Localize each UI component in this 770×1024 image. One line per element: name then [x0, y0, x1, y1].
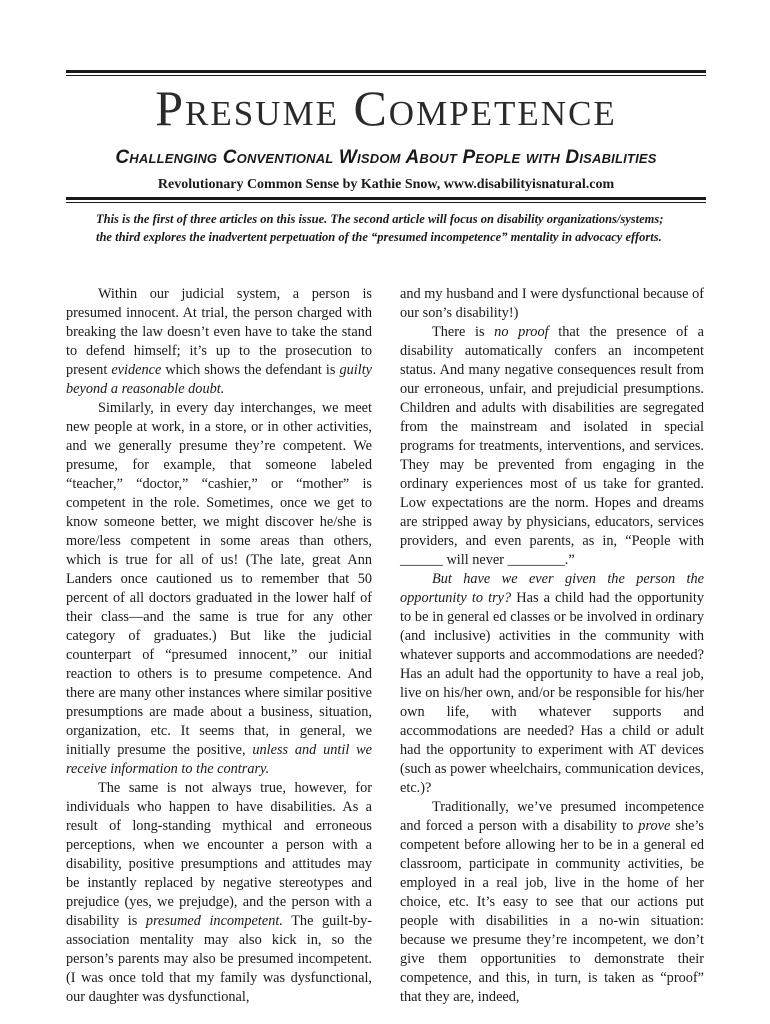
paragraph — [400, 323, 704, 570]
byline: Revolutionary Common Sense by Kathie Snow, www.disabilityisnatural.com — [157, 177, 615, 192]
article-title: Presume Competence — [155, 80, 617, 136]
paragraph — [66, 399, 372, 779]
emphasis: prove — [638, 818, 671, 834]
paragraph — [400, 570, 704, 798]
emphasis: evidence — [111, 362, 162, 378]
text-run: The guilt-by-association mentality may also kick in, so the person’s parents may also be presumed incompetent. (I was once told that my family was dysfunctional, our daughter was dysfunctional, — [66, 913, 372, 1005]
article-subtitle: Challenging Conventional Wisdom About People with Disabilities — [115, 147, 657, 168]
top-rule-thin — [66, 75, 706, 76]
text-run: There is — [432, 324, 495, 340]
text-run: which shows the defendant is — [161, 362, 340, 378]
left-column — [66, 285, 372, 1007]
emphasis: guilty beyond a reasonable doubt. — [66, 362, 373, 397]
text-run: Has a child had the opportunity to be in general ed classes or be involved in ordinary (and inclusive) activities in the community with whatever supports and accommodations are needed? Has an adult had the opportunity to have a real job, live on his/her own, and/or be responsible for his/her own life, with whatever supports and accommodations are needed? Has a child or adult had the opportunity to experiment with AT devices (such as power wheelchairs, communication devices, etc.)? — [400, 590, 705, 796]
paragraph — [66, 779, 372, 1007]
text-run: Similarly, in every day interchanges, we meet new people at work, in a store, or in other activities, and we generally presume they’re competent. We presume, for example, that someone labeled “teacher,” “doctor,” “cashier,” or “mother” is competent in the role. Sometimes, once we get to know someone better, we might discover he/she is more/less competent in some areas than others, which is true for all of us! (The late, great Ann Landers once cautioned us to remember that 50 percent of all doctors graduated in the lower half of their class—and the same is true for any other category of graduates.) But like the judicial counterpart of “presumed innocent,” our initial reaction to others is to presume competence. And there are many other instances where similar positive presumptions are made about a business, situation, organization, etc. It seems that, in general, we initially presume the positive, — [66, 400, 372, 758]
top-rule-thick — [66, 70, 706, 73]
paragraph — [400, 285, 704, 323]
text-run: and my husband and I were dysfunctional because of our son’s disability!) — [400, 286, 704, 321]
emphasis: unless and until we receive information to the contrary. — [66, 742, 372, 777]
intro-note: This is the first of three articles on this issue. The second article will focus on disability organizations/systems; the third explores the inadvertent perpetuation of the “presumed incompetence” mentality in advocacy efforts. — [96, 212, 664, 244]
text-run: Traditionally, we’ve presumed incompetence and forced a person with a disability to — [400, 799, 704, 834]
text-run: that the presence of a disability automatically confers an incompetent status. And many negative consequences result from our erroneous, unfair, and prejudicial presumptions. Children and adults with disabilities are segregated from the mainstream and isolated in special programs for treatments, interventions, and services. They may be prevented from engaging in the ordinary experiences most of us take for granted. Low expectations are the norm. Hopes and dreams are stripped away by physicians, educators, services providers, and even parents, as in, “People with ______ will never ________.” — [400, 324, 704, 568]
paragraph — [400, 798, 704, 1007]
text-run: she’s competent before allowing her to be in a general ed classroom, participate in community activities, be employed in a real job, live in the home of her choice, etc. It’s easy to see that our actions put people with disabilities in a no-win situation: because we presume they’re incompetent, we don’t give them opportunities to demonstrate their competence, and this, in turn, is taken as “proof” that they are, indeed, — [400, 818, 704, 1005]
byline-rule-thin — [66, 202, 706, 203]
right-column — [400, 285, 704, 1007]
emphasis: presumed incompetent. — [145, 913, 283, 929]
text-run: The same is not always true, however, for individuals who happen to have disabilities. As a result of long-standing mythical and erroneous perceptions, when we encounter a person with a disability, positive presumptions and attitudes may be instantly replaced by negative stereotypes and prejudice (yes, we prejudge), and the person with a disability is — [66, 780, 372, 929]
emphasis: no proof — [494, 324, 549, 340]
text-run: Within our judicial system, a person is presumed innocent. At trial, the person charged with breaking the law doesn’t even have to take the stand to defend himself; it’s up to the prosecution to present — [66, 286, 372, 378]
paragraph — [66, 285, 372, 399]
emphasis: But have we ever given the person the opportunity to try? — [400, 571, 704, 606]
byline-rule-thick — [66, 197, 706, 200]
